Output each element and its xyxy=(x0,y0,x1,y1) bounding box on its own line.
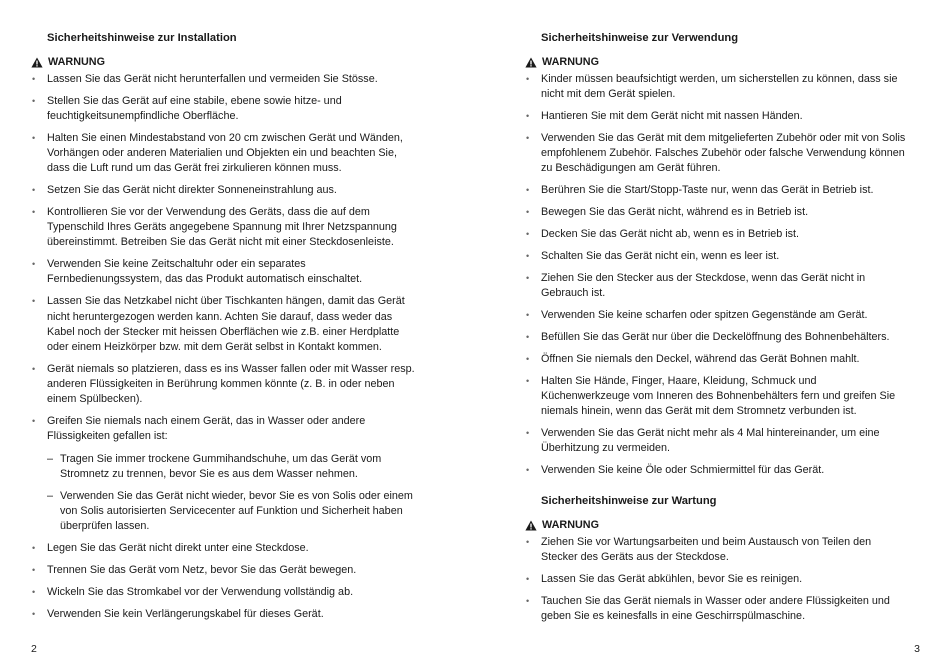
list-item-text: Greifen Sie niemals nach einem Gerät, das in Wasser oder andere Flüssigkeiten gefallen ist: xyxy=(47,414,366,442)
list-item: • Verwenden Sie keine Öle oder Schmiermittel für das Gerät. xyxy=(525,463,907,478)
list-item: • Verwenden Sie das Gerät mit dem mitgelieferten Zubehör oder mit von Solis empfohlenem Zubehör. Falsches Zubehör oder falsche Verwendung können zu Beschädigungen am Gerät führen. xyxy=(525,131,907,176)
list-item: • Wickeln Sie das Stromkabel vor der Verwendung vollständig ab. xyxy=(31,585,415,600)
maintenance-heading: Sicherheitshinweise zur Wartung xyxy=(541,494,717,507)
list-item: • Verwenden Sie keine scharfen oder spitzen Gegenstände am Gerät. xyxy=(525,308,907,323)
warning-triangle-icon xyxy=(31,57,43,68)
list-item: • Stellen Sie das Gerät auf eine stabile, ebene sowie hitze- und feuchtigkeitsunempfindliche Oberfläche. xyxy=(31,94,415,124)
list-item: • Trennen Sie das Gerät vom Netz, bevor Sie das Gerät bewegen. xyxy=(31,563,415,578)
list-item: • Ziehen Sie vor Wartungsarbeiten und beim Austausch von Teilen den Stecker des Geräts aus der Steckdose. xyxy=(525,535,907,565)
list-item: • Kontrollieren Sie vor der Verwendung des Geräts, dass die auf dem Typenschild Ihres Geräts angegebene Spannung mit Ihrer Netzspannung übereinstimmt. Betreiben Sie das Gerät nicht mit einer Steckdosenleiste. xyxy=(31,205,415,250)
list-item: • Ziehen Sie den Stecker aus der Steckdose, wenn das Gerät nicht in Gebrauch ist. xyxy=(525,271,907,301)
maintenance-list xyxy=(525,535,907,624)
usage-list xyxy=(525,72,907,479)
warning-label: WARNUNG xyxy=(48,56,105,68)
left-column xyxy=(31,31,415,629)
list-item: • Verwenden Sie das Gerät nicht mehr als 4 Mal hintereinander, um eine Überhitzung zu vermeiden. xyxy=(525,426,907,456)
installation-warning xyxy=(31,55,415,70)
list-item: • Hantieren Sie mit dem Gerät nicht mit nassen Händen. xyxy=(525,109,907,124)
list-item: • Schalten Sie das Gerät nicht ein, wenn es leer ist. xyxy=(525,249,907,264)
warning-label: WARNUNG xyxy=(542,56,599,68)
list-item: • Legen Sie das Gerät nicht direkt unter eine Steckdose. xyxy=(31,541,415,556)
maintenance-warning xyxy=(525,518,907,533)
list-item: • Lassen Sie das Gerät nicht herunterfallen und vermeiden Sie Stösse. xyxy=(31,72,415,87)
sub-list-item: – Tragen Sie immer trockene Gummihandschuhe, um das Gerät vom Stromnetz zu trennen, bevor Sie es aus dem Wasser nehmen. xyxy=(47,452,415,482)
list-item: • Tauchen Sie das Gerät niemals in Wasser oder andere Flüssigkeiten und geben Sie es keinesfalls in eine Geschirrspülmaschine. xyxy=(525,594,907,624)
right-page xyxy=(475,0,950,660)
warning-label: WARNUNG xyxy=(542,518,599,531)
page-number: 3 xyxy=(914,643,920,655)
warning-triangle-icon xyxy=(525,57,537,68)
list-item: • Bewegen Sie das Gerät nicht, während es in Betrieb ist. xyxy=(525,205,907,220)
list-item: • Halten Sie einen Mindestabstand von 20 cm zwischen Gerät und Wänden, Vorhängen oder anderen Materialien und Objekten ein und beachten Sie, dass die Luft rund um das Gerät frei zirkulieren können muss. xyxy=(31,131,415,176)
list-item: • Lassen Sie das Gerät abkühlen, bevor Sie es reinigen. xyxy=(525,572,907,587)
sub-list-item: – Verwenden Sie das Gerät nicht wieder, bevor Sie es von Solis oder einem von Solis autorisierten Servicecenter auf Funktion und Sicherheit haben überprüfen lassen. xyxy=(47,489,415,534)
list-item: • Kinder müssen beaufsichtigt werden, um sicherstellen zu können, dass sie nicht mit dem Gerät spielen. xyxy=(525,72,907,102)
installation-list xyxy=(31,72,415,622)
list-item: • Verwenden Sie keine Zeitschaltuhr oder ein separates Fernbedienungssystem, das das Produkt automatisch einschaltet. xyxy=(31,257,415,287)
list-item: • Setzen Sie das Gerät nicht direkter Sonneneinstrahlung aus. xyxy=(31,183,415,198)
sub-list xyxy=(47,452,415,534)
usage-warning xyxy=(525,55,907,70)
list-item: • Lassen Sie das Netzkabel nicht über Tischkanten hängen, damit das Gerät nicht heruntergezogen werden kann. Achten Sie darauf, dass weder das Kabel noch der Stecker mit heissen Oberflächen wie z.B. einer Herdplatte oder einem Heizkörper bzw. mit dem Gerät selbst in Kontakt kommen. xyxy=(31,294,415,354)
list-item: • Öffnen Sie niemals den Deckel, während das Gerät Bohnen mahlt. xyxy=(525,352,907,367)
list-item: • Berühren Sie die Start/Stopp-Taste nur, wenn das Gerät in Betrieb ist. xyxy=(525,183,907,198)
usage-heading: Sicherheitshinweise zur Verwendung xyxy=(541,32,739,44)
list-item: • Halten Sie Hände, Finger, Haare, Kleidung, Schmuck und Küchenwerkzeuge vom Inneren des Bohnenbehälters fern und greifen Sie niemals hinein, wenn das Gerät mit dem Stromnetz verbunden ist. xyxy=(525,374,907,419)
list-item: • Befüllen Sie das Gerät nur über die Deckelöffnung des Bohnenbehälters. xyxy=(525,330,907,345)
page-number: 2 xyxy=(31,643,37,655)
list-item: • Gerät niemals so platzieren, dass es ins Wasser fallen oder mit Wasser resp. anderen Flüssigkeiten in Berührung kommen könnte (z. B. in oder neben einem Spülbecken). xyxy=(31,362,415,407)
right-column xyxy=(525,31,907,631)
installation-heading: Sicherheitshinweise zur Installation xyxy=(47,32,237,44)
list-item: • Verwenden Sie kein Verlängerungskabel für dieses Gerät. xyxy=(31,607,415,622)
list-item: • Decken Sie das Gerät nicht ab, wenn es in Betrieb ist. xyxy=(525,227,907,242)
list-item xyxy=(31,414,415,535)
warning-triangle-icon xyxy=(525,520,537,531)
